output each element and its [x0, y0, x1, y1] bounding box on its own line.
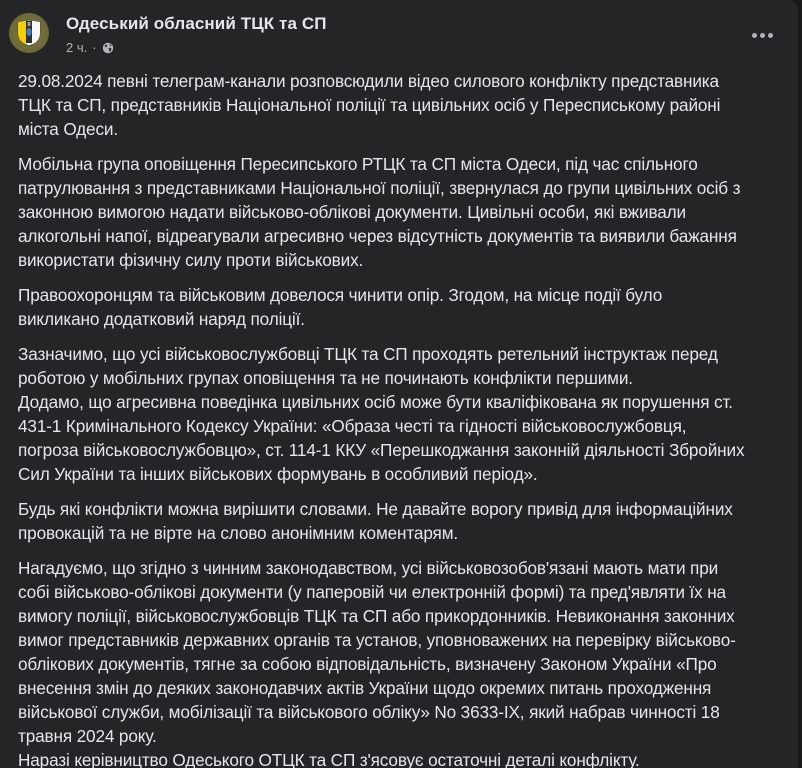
timestamp-link[interactable]: 2 ч.: [66, 40, 88, 55]
text-line: Сил України та інших військових формувань в особливий період».: [18, 464, 538, 484]
post-paragraph-6: [18, 556, 788, 768]
text-line: роботою у мобільних групах оповіщення та не починають конфлікти першими.: [18, 368, 633, 388]
meta-separator: ·: [92, 40, 97, 55]
post-body: [18, 69, 788, 768]
text-line: Правоохоронцям та військовим довелося чинити опір. Згодом, на місце події було: [18, 285, 663, 305]
post-paragraph-1: [18, 69, 788, 141]
post-paragraph-4: [18, 342, 788, 486]
more-options-button[interactable]: [744, 22, 780, 48]
text-line: Додамо, що агресивна поведінка цивільних осіб може бути кваліфікована як порушення ст.: [18, 392, 733, 412]
text-line: ТЦК та СП, представників Національної поліції та цивільних осіб у Переспиському районі: [18, 95, 721, 115]
text-line: погроза військовослужбовцю», ст. 114-1 ККУ «Перешкоджання законній діяльності Збройних: [18, 440, 745, 460]
avatar[interactable]: [9, 13, 49, 53]
text-line: провокацій та не вірте на слово анонімним коментарям.: [18, 523, 458, 543]
text-line: 431-1 Кримінального Кодексу України: «Образа честі та гідності військовослужбовця,: [18, 416, 687, 436]
text-line: вимогу поліції, військовослужбовців ТЦК та СП або прикордонників. Невиконання законних: [18, 606, 735, 626]
more-options-icon-dot: [768, 33, 773, 38]
globe-icon[interactable]: [102, 42, 114, 54]
text-line: внесення змін до деяких законодавчих актів України щодо окремих питань проходження: [18, 678, 712, 698]
more-options-icon: [752, 33, 757, 38]
text-line: 29.08.2024 певні телеграм-канали розповсюдили відео силового конфлікту представника: [18, 71, 719, 91]
page-name-link[interactable]: Одеський обласний ТЦК та СП: [66, 14, 327, 33]
text-line: законною вимогою надати військово-облікові документи. Цивільні особи, які вживали: [18, 202, 686, 222]
text-line: алкогольні напої, відреагували агресивно через відсутність документів та виявили бажання: [18, 226, 737, 246]
post-header: [0, 0, 798, 66]
text-line: використати фізичну силу проти військових.: [18, 250, 364, 270]
text-line: собі військово-облікові документи (у паперовій чи електронній формі) та пред'являти їх на: [18, 582, 726, 602]
text-line: Будь які конфлікти можна вирішити словами. Не давайте ворогу привід для інформаційних: [18, 499, 733, 519]
text-line: Наразі керівництво Одеського ОТЦК та СП з'ясовує остаточні деталі конфлікту.: [18, 750, 640, 768]
post-meta: [66, 40, 114, 55]
more-options-icon-dot: [760, 33, 765, 38]
text-line: патрулювання з представниками Національної поліції, звернулася до групи цивільних осіб з: [18, 178, 741, 198]
text-line: викликано додатковий наряд поліції.: [18, 309, 305, 329]
text-line: травня 2024 року.: [18, 726, 157, 746]
text-line: військової служби, мобілізації та військового обліку» No 3633-IX, який набрав чинності 18: [18, 702, 720, 722]
text-line: Мобільна група оповіщення Пересипського РТЦК та СП міста Одеси, під час спільного: [18, 154, 698, 174]
post-paragraph-2: [18, 152, 788, 272]
text-line: Зазначимо, що усі військовослужбовці ТЦК та СП проходять ретельний інструктаж перед: [18, 344, 718, 364]
post-paragraph-5: [18, 497, 788, 545]
text-line: облікових документів, тягне за собою відповідальність, визначену Законом України «Про: [18, 654, 717, 674]
text-line: міста Одеси.: [18, 119, 118, 139]
text-line: вимог представників державних органів та установ, уповноважених на перевірку військово-: [18, 630, 736, 650]
shield-emblem-icon: [16, 19, 42, 47]
text-line: Нагадуємо, що згідно з чинним законодавством, усі військовозобов'язані мають мати при: [18, 558, 719, 578]
post-paragraph-3: [18, 283, 788, 331]
